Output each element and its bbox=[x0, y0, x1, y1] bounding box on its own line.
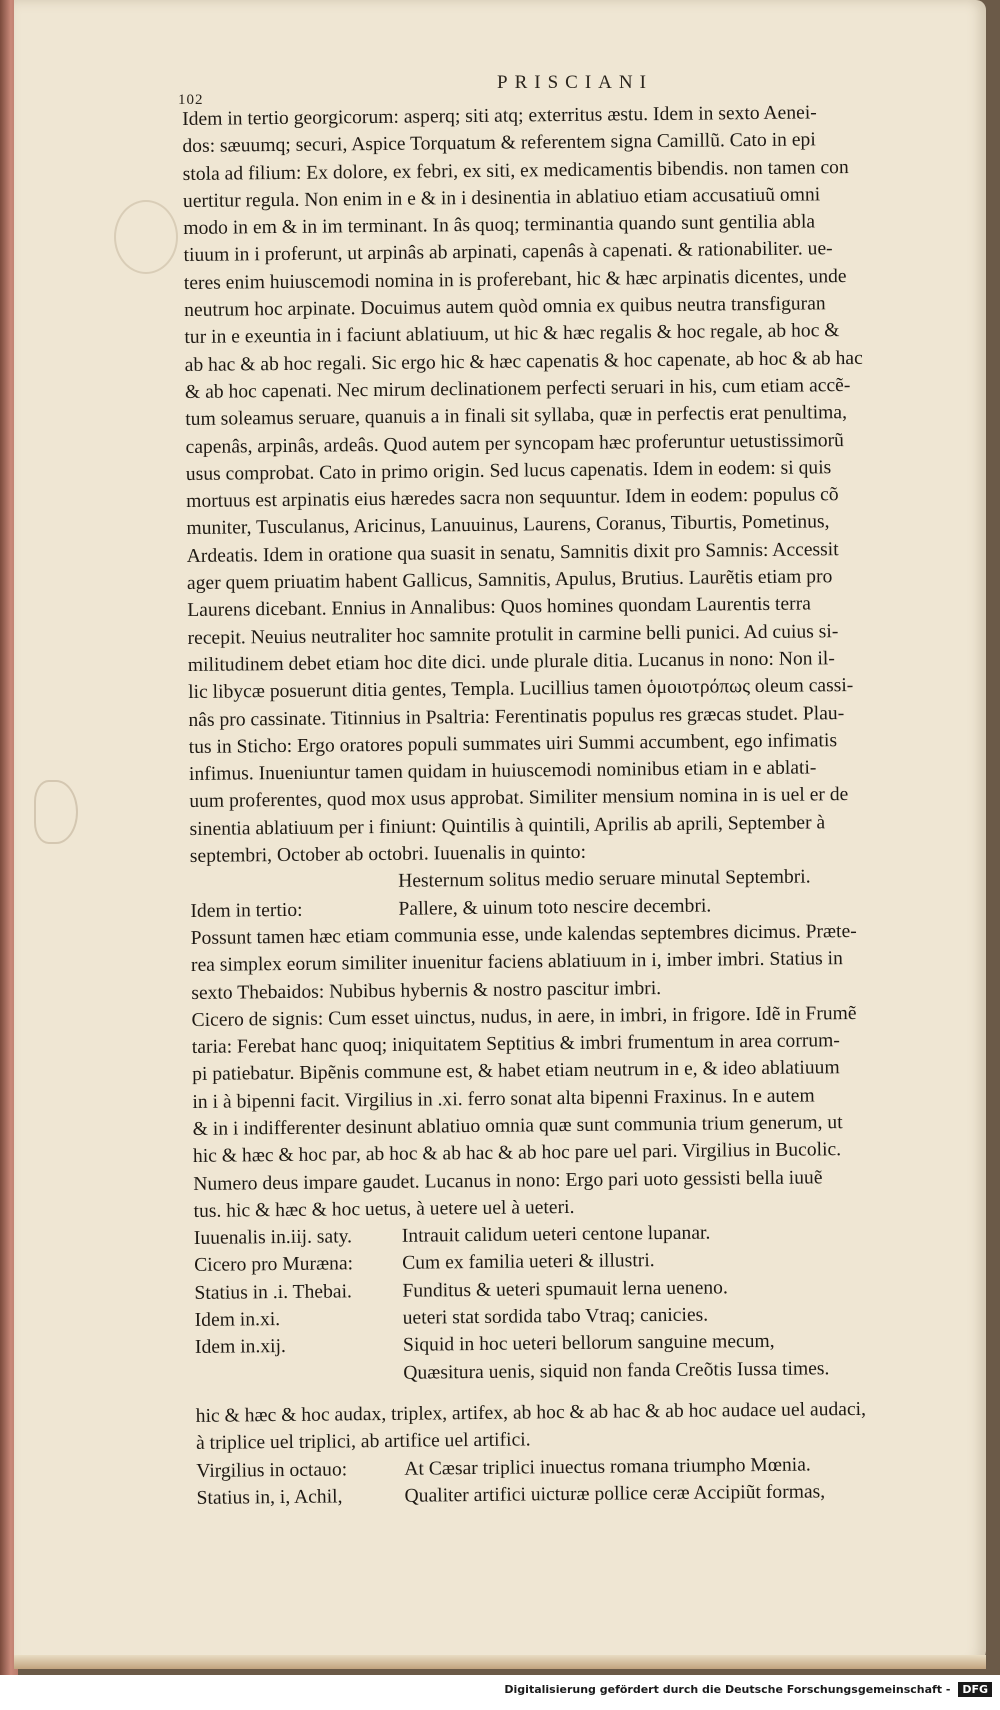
quoted-verse: Intrauit calidum ueteri centone lupanar. bbox=[401, 1222, 711, 1247]
verse-block-3 bbox=[196, 1449, 997, 1512]
text-line: infimus. Inueniuntur tamen quidam in huiuscemodi nominibus etiam in e ablati- bbox=[188, 757, 817, 786]
text-line: nâs pro cassinate. Titinnius in Psaltria: Ferentinatis populus res græcas studet. Plau- bbox=[188, 702, 845, 731]
text-line: lic libycæ posuerunt ditia gentes, Templa. Lucillius tamen ὁμοιοτρόπως oleum cassi- bbox=[188, 675, 854, 704]
body-text-block-3 bbox=[196, 1395, 997, 1458]
text-line: capenâs, arpinâs, ardeâs. Quod autem per syncopam hæc proferuntur uetustissimorũ bbox=[185, 429, 845, 458]
paper-stain bbox=[34, 780, 78, 844]
citation-reference bbox=[190, 868, 398, 897]
text-line: uertitur regula. Non enim in e & in i desinentia in ablatiuo etiam accusatiuũ omni bbox=[182, 184, 821, 212]
page-number: 102 bbox=[178, 92, 204, 108]
verse-block-2 bbox=[194, 1217, 996, 1389]
text-line: ab hac & ab hoc regali. Sic ergo hic & hæc capenatis & hoc capenate, ab hoc & ab hac bbox=[184, 347, 863, 376]
quoted-verse: Funditus & ueteri spumauit lerna ueneno. bbox=[402, 1277, 728, 1302]
quoted-verse: Qualiter artifici uicturæ pollice ceræ Accipiũt formas, bbox=[404, 1481, 826, 1507]
text-line: stola ad filium: Ex dolore, ex febri, ex siti, ex medicamentis bibendis. non tamen con bbox=[182, 156, 849, 185]
text-line: modo in em & in im terminant. In âs quoq; terminantia quando sunt gentilia abla bbox=[183, 211, 816, 240]
body-text-block-1 bbox=[182, 98, 990, 871]
text-line: neutrum hoc arpinate. Docuimus autem quòd omnia ex quibus neutra transfiguran bbox=[184, 293, 826, 322]
text-line: pi patiebatur. Bipẽnis commune est, & habet etiam neutrum in e, & ideo ablatiuum bbox=[192, 1057, 840, 1086]
text-line: taria: Ferebat hanc quoq; iniquitatem Septitius & imbri frumentum in area corrum- bbox=[191, 1030, 840, 1059]
quoted-verse: ueteri stat sordida tabo Vtraq; canicies. bbox=[402, 1304, 709, 1329]
text-line: ager quem priuatim habent Gallicus, Samnitis, Apulus, Brutius. Laurẽtis etiam pro bbox=[186, 566, 833, 595]
text-line: à triplice uel triplici, ab artifice uel artifici. bbox=[195, 1429, 531, 1455]
text-line: Idem in tertio georgicorum: asperq; siti atq; exterritus æstu. Idem in sexto Aenei- bbox=[182, 102, 817, 130]
citation-reference: Idem in.xij. bbox=[194, 1336, 287, 1359]
text-line: tus. hic & hæc & hoc uetus, à uetere uel à ueteri. bbox=[193, 1196, 575, 1222]
running-head: PRISCIANI bbox=[497, 72, 653, 93]
page-edge-bottom bbox=[14, 1655, 986, 1669]
text-line: Laurens dicebant. Ennius in Annalibus: Quos homines quondam Laurentis terra bbox=[187, 593, 811, 622]
body-text-block-2 bbox=[191, 916, 994, 1225]
citation-reference: Cicero pro Muræna: bbox=[194, 1253, 354, 1277]
text-line: sexto Thebaidos: Nubibus hybernis & nostro pascitur imbri. bbox=[191, 977, 662, 1004]
text-line: tiuum in i proferunt, ut arpinâs ab arpinati, capenâs à capenati. & rationabiliter. ue- bbox=[183, 238, 833, 267]
text-line: hic & hæc & hoc par, ab hoc & ab hac & ab hoc pare uel pari. Virgilius in Bucolic. bbox=[192, 1139, 842, 1168]
text-line: tur in e exeuntia in i faciunt ablatiuum, ut hic & hæc regalis & hoc regale, ab hoc & bbox=[184, 320, 840, 349]
text-line: in i à bipenni facit. Virgilius in .xi. ferro sonat alta bipenni Fraxinus. In e autem bbox=[192, 1085, 815, 1113]
text-line: teres enim huiuscemodi nomina in is proferebant, hic & hæc arpinatis dicentes, unde bbox=[183, 265, 847, 294]
quoted-verse: Siquid in hoc ueteri bellorum sanguine mecum, bbox=[402, 1331, 775, 1357]
text-line: tus in Sticho: Ergo oratores populi summates uiri Summi accumbent, ego infimatis bbox=[188, 730, 838, 758]
text-line: Numero deus impare gaudet. Lucanus in nono: Ergo pari uoto gessisti bella iuuẽ bbox=[193, 1166, 823, 1195]
citation-reference: Virgilius in octauo: bbox=[196, 1458, 348, 1482]
quoted-verse: Pallere, & uinum toto nescire decembri. bbox=[398, 895, 712, 920]
text-line: & ab hoc capenati. Nec mirum declinationem perfecti seruari in his, cum etiam accẽ- bbox=[184, 374, 851, 403]
citation-reference: Idem in tertio: bbox=[190, 899, 303, 922]
quoted-verse: At Cæsar triplici inuectus romana triumpho Mœnia. bbox=[404, 1454, 811, 1480]
verse-block-1 bbox=[190, 862, 991, 925]
text-line: uum proferentes, quod mox usus approbat. Similiter mensium nomina in is uel er de bbox=[189, 784, 849, 813]
text-line: tum soleamus seruare, quanuis a in finali sit syllaba, quæ in perfectis erat penultima, bbox=[185, 402, 848, 431]
text-line: Possunt tamen hæc etiam communia esse, unde kalendas septembres dicimus. Præte- bbox=[190, 920, 857, 949]
text-line: sinentia ablatiuum per i finiunt: Quintilis à quintili, Aprilis ab aprili, September à bbox=[189, 812, 826, 840]
citation-reference: Iuuenalis in.iij. saty. bbox=[193, 1226, 353, 1250]
text-line: Ardeatis. Idem in oratione qua suasit in senatu, Samnitis dixit pro Samnis: Accessit bbox=[186, 538, 839, 567]
citation-reference bbox=[195, 1359, 403, 1388]
quoted-verse: Hesternum solitus medio seruare minutal Septembri. bbox=[398, 866, 811, 893]
text-line: militudinem debet etiam hoc dite dici. unde plurale ditia. Lucanus in nono: Non il- bbox=[187, 648, 835, 676]
credit-text: Digitalisierung gefördert durch die Deutsche Forschungsgemeinschaft - bbox=[504, 1683, 951, 1696]
text-line: hic & hæc & hoc audax, triplex, artifex, ab hoc & ab hac & ab hoc audace uel audaci, bbox=[195, 1398, 867, 1427]
text-line: septembri, October ab octobri. Iuuenalis in quinto: bbox=[189, 841, 587, 867]
quoted-verse: Quæsitura uenis, siquid non fanda Creõtis Iussa times. bbox=[403, 1357, 830, 1384]
digitization-credit bbox=[504, 1682, 992, 1697]
text-line: Cicero de signis: Cum esset uinctus, nudus, in aere, in imbri, in frigore. Idẽ in Frumẽ bbox=[191, 1002, 857, 1031]
citation-reference: Idem in.xi. bbox=[194, 1309, 281, 1331]
quoted-verse: Cum ex familia ueteri & illustri. bbox=[402, 1250, 655, 1275]
text-line: recepit. Neuius neutraliter hoc samnite protulit in carmine belli punici. Ad cuius si- bbox=[187, 620, 839, 649]
text-line: rea simplex eorum similiter inuenitur faciens ablatiuum in i, imber imbri. Statius in bbox=[190, 948, 843, 977]
text-line: & in i indifferenter desinunt ablatiuo omnia quæ sunt communia trium generum, ut bbox=[192, 1112, 843, 1140]
text-line: dos: sæuumq; securi, Aspice Torquatum & referentem signa Camillũ. Cato in epi bbox=[182, 129, 816, 158]
text-line: usus comprobat. Cato in primo origin. Sed lucus capenatis. Idem in eodem: si quis bbox=[185, 457, 832, 485]
citation-reference: Statius in, i, Achil, bbox=[196, 1486, 343, 1509]
page-text bbox=[182, 98, 997, 1512]
citation-reference: Statius in .i. Thebai. bbox=[194, 1281, 353, 1304]
dfg-logo: DFG bbox=[958, 1682, 992, 1697]
text-line: mortuus est arpinatis eius hæredes sacra non sequuntur. Idem in eodem: populus cõ bbox=[186, 484, 839, 513]
text-line: muniter, Tusculanus, Aricinus, Lanuuinus, Laurens, Coranus, Tiburtis, Pometinus, bbox=[186, 511, 830, 540]
paper-stain bbox=[114, 200, 178, 274]
